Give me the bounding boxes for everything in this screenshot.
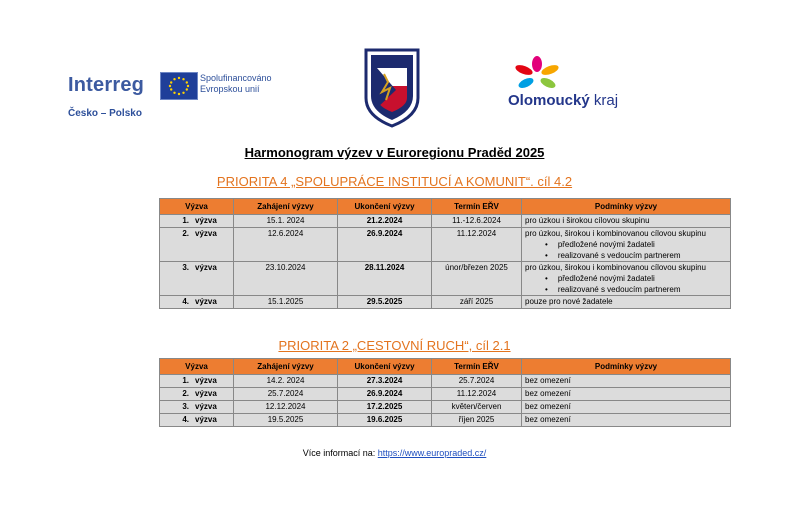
erv-cell: únor/březen 2025 xyxy=(432,262,522,296)
start-cell: 14.2. 2024 xyxy=(234,375,338,388)
start-cell: 25.7.2024 xyxy=(234,388,338,401)
start-cell: 23.10.2024 xyxy=(234,262,338,296)
erv-cell: září 2025 xyxy=(432,296,522,309)
erv-cell: 11.-12.6.2024 xyxy=(432,215,522,228)
header-end: Ukončení výzvy xyxy=(338,199,432,215)
header-start: Zahájení výzvy xyxy=(234,359,338,375)
header-end: Ukončení výzvy xyxy=(338,359,432,375)
conditions-cell: bez omezení xyxy=(522,401,731,414)
conditions-cell: pro úzkou i širokou cílovou skupinu xyxy=(522,215,731,228)
table-row xyxy=(160,375,731,388)
more-info-label: Více informací na: xyxy=(302,448,376,458)
erv-cell: 11.12.2024 xyxy=(432,228,522,262)
priority4-table xyxy=(159,198,731,309)
call-cell: 4. výzva xyxy=(160,414,234,427)
table-row xyxy=(160,296,731,309)
end-cell: 26.9.2024 xyxy=(338,228,432,262)
table-row xyxy=(160,401,731,414)
end-cell: 21.2.2024 xyxy=(338,215,432,228)
table-header-row xyxy=(160,199,731,215)
call-cell: 4. výzva xyxy=(160,296,234,309)
olomoucky-kraj-logo: Olomoucký kraj xyxy=(508,92,619,109)
table-row xyxy=(160,262,731,296)
call-cell: 1. výzva xyxy=(160,215,234,228)
table-header-row xyxy=(160,359,731,375)
start-cell: 19.5.2025 xyxy=(234,414,338,427)
more-info xyxy=(0,448,789,458)
eu-cofinanced-text: Spolufinancováno Evropskou unií xyxy=(200,73,272,94)
end-cell: 26.9.2024 xyxy=(338,388,432,401)
header-conditions: Podmínky výzvy xyxy=(522,199,731,215)
table-row xyxy=(160,414,731,427)
erv-cell: 11.12.2024 xyxy=(432,388,522,401)
conditions-cell: bez omezení xyxy=(522,375,731,388)
eu-flag-icon xyxy=(160,72,198,100)
conditions-cell: bez omezení xyxy=(522,388,731,401)
table-row xyxy=(160,215,731,228)
start-cell: 15.1.2025 xyxy=(234,296,338,309)
header-vyzva: Výzva xyxy=(160,199,234,215)
erv-cell: 25.7.2024 xyxy=(432,375,522,388)
priority4-title: PRIORITA 4 „SPOLUPRÁCE INSTITUCÍ A KOMUNIT“. cíl 4.2 xyxy=(216,174,573,189)
europraded-link[interactable]: https://www.europraded.cz/ xyxy=(377,448,487,458)
end-cell: 27.3.2024 xyxy=(338,375,432,388)
priority2-title: PRIORITA 2 „CESTOVNÍ RUCH“, cíl 2.1 xyxy=(278,338,511,353)
call-cell: 2. výzva xyxy=(160,228,234,262)
conditions-cell: bez omezení xyxy=(522,414,731,427)
conditions-cell: pouze pro nové žadatele xyxy=(522,296,731,309)
call-cell: 1. výzva xyxy=(160,375,234,388)
header-erv: Termín EŘV xyxy=(432,199,522,215)
call-cell: 3. výzva xyxy=(160,262,234,296)
call-cell: 2. výzva xyxy=(160,388,234,401)
start-cell: 12.6.2024 xyxy=(234,228,338,262)
conditions-cell: pro úzkou, širokou i kombinovanou cílovou skupinu • předložené novými žadateli • realizované s vedoucím partnerem xyxy=(522,228,731,262)
erv-cell: květen/červen xyxy=(432,401,522,414)
header-vyzva: Výzva xyxy=(160,359,234,375)
start-cell: 15.1. 2024 xyxy=(234,215,338,228)
end-cell: 29.5.2025 xyxy=(338,296,432,309)
interreg-logo: Interreg xyxy=(68,74,145,96)
table-row xyxy=(160,228,731,262)
header-conditions: Podmínky výzvy xyxy=(522,359,731,375)
end-cell: 28.11.2024 xyxy=(338,262,432,296)
olomoucky-kraj-flower-icon xyxy=(508,56,566,94)
start-cell: 12.12.2024 xyxy=(234,401,338,414)
conditions-cell: pro úzkou, širokou i kombinovanou cílovou skupinu • předložené novými žadateli • realizované s vedoucím partnerem xyxy=(522,262,731,296)
page-title: Harmonogram výzev v Euroregionu Praděd 2025 xyxy=(244,145,545,160)
end-cell: 17.2.2025 xyxy=(338,401,432,414)
table-row xyxy=(160,388,731,401)
praded-emblem-icon xyxy=(362,46,422,128)
header-erv: Termín EŘV xyxy=(432,359,522,375)
end-cell: 19.6.2025 xyxy=(338,414,432,427)
erv-cell: říjen 2025 xyxy=(432,414,522,427)
cz-pl-label: Česko – Polsko xyxy=(68,108,142,119)
header-start: Zahájení výzvy xyxy=(234,199,338,215)
priority2-table xyxy=(159,358,731,427)
call-cell: 3. výzva xyxy=(160,401,234,414)
